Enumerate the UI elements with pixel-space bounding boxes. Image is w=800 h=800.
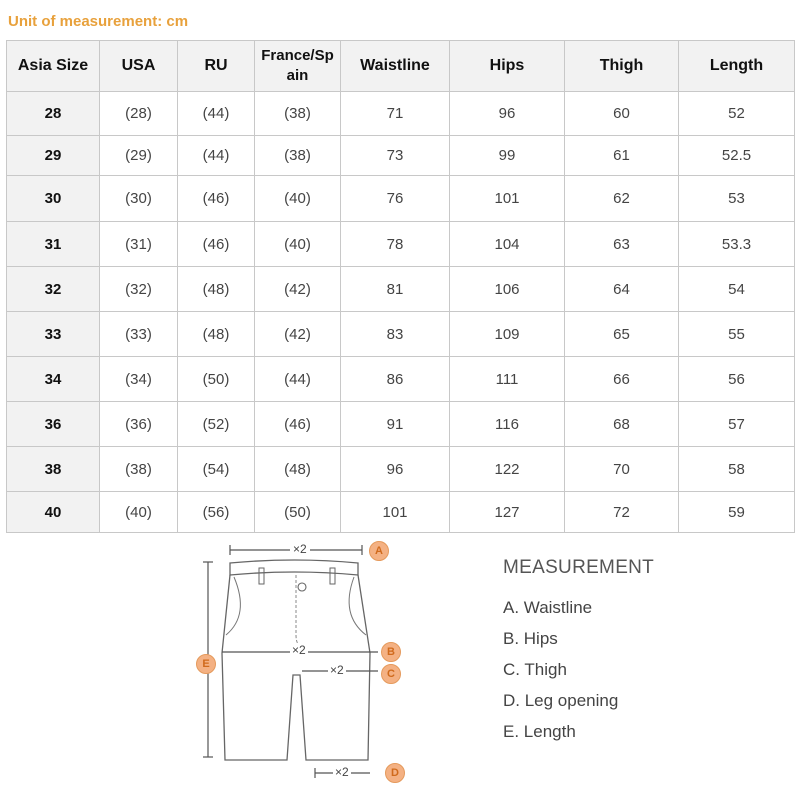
table-cell: 53.3	[679, 222, 795, 267]
asia-size-cell: 33	[7, 312, 100, 357]
table-row	[7, 136, 795, 176]
table-cell: (44)	[178, 92, 255, 136]
table-row	[7, 222, 795, 267]
table-cell: (46)	[178, 222, 255, 267]
table-cell: (50)	[178, 357, 255, 402]
table-row	[7, 447, 795, 492]
asia-size-cell: 40	[7, 492, 100, 533]
hips-multiplier-label: ×2	[292, 643, 306, 657]
asia-size-cell: 29	[7, 136, 100, 176]
table-cell: 58	[679, 447, 795, 492]
table-cell: 54	[679, 267, 795, 312]
header-waistline: Waistline	[341, 41, 450, 92]
measurement-item-waistline: A. Waistline	[503, 598, 593, 617]
table-cell: 72	[565, 492, 679, 533]
badge-d: D	[385, 763, 405, 783]
header-france-spain: France/Sp ain	[255, 41, 341, 92]
table-cell: (32)	[100, 267, 178, 312]
table-row	[7, 357, 795, 402]
table-cell: 86	[341, 357, 450, 402]
header-length: Length	[679, 41, 795, 92]
table-header-row	[7, 41, 795, 92]
table-cell: (54)	[178, 447, 255, 492]
table-cell: 59	[679, 492, 795, 533]
table-cell: (38)	[100, 447, 178, 492]
table-cell: 104	[450, 222, 565, 267]
table-cell: 71	[341, 92, 450, 136]
table-cell: (46)	[255, 402, 341, 447]
table-cell: (42)	[255, 312, 341, 357]
table-row	[7, 267, 795, 312]
table-cell: (28)	[100, 92, 178, 136]
table-cell: 96	[341, 447, 450, 492]
table-cell: (42)	[255, 267, 341, 312]
table-cell: (50)	[255, 492, 341, 533]
asia-size-cell: 30	[7, 176, 100, 222]
table-cell: 52	[679, 92, 795, 136]
table-cell: (36)	[100, 402, 178, 447]
header-hips: Hips	[450, 41, 565, 92]
table-cell: (31)	[100, 222, 178, 267]
asia-size-cell: 28	[7, 92, 100, 136]
table-cell: 52.5	[679, 136, 795, 176]
table-cell: (48)	[178, 312, 255, 357]
table-cell: 70	[565, 447, 679, 492]
table-cell: 73	[341, 136, 450, 176]
table-cell: (38)	[255, 136, 341, 176]
header-thigh: Thigh	[565, 41, 679, 92]
table-cell: 76	[341, 176, 450, 222]
header-ru: RU	[178, 41, 255, 92]
table-cell: (34)	[100, 357, 178, 402]
table-cell: (40)	[255, 222, 341, 267]
table-cell: (33)	[100, 312, 178, 357]
table-row	[7, 492, 795, 533]
table-cell: 53	[679, 176, 795, 222]
table-cell: 66	[565, 357, 679, 402]
badge-b: B	[381, 642, 401, 662]
asia-size-cell: 34	[7, 357, 100, 402]
badge-c: C	[381, 664, 401, 684]
table-cell: (46)	[178, 176, 255, 222]
table-cell: 61	[565, 136, 679, 176]
table-cell: (44)	[255, 357, 341, 402]
table-cell: 78	[341, 222, 450, 267]
table-row	[7, 92, 795, 136]
table-row	[7, 176, 795, 222]
table-cell: (40)	[100, 492, 178, 533]
table-cell: (48)	[255, 447, 341, 492]
table-cell: 101	[341, 492, 450, 533]
table-cell: 116	[450, 402, 565, 447]
table-cell: 111	[450, 357, 565, 402]
measurement-item-thigh: C. Thigh	[503, 660, 567, 679]
unit-title: Unit of measurement: cm	[8, 13, 189, 30]
table-cell: (29)	[100, 136, 178, 176]
table-cell: 62	[565, 176, 679, 222]
asia-size-cell: 31	[7, 222, 100, 267]
thigh-multiplier-label: ×2	[330, 663, 344, 677]
measurement-list	[503, 597, 618, 752]
table-cell: 83	[341, 312, 450, 357]
table-cell: 122	[450, 447, 565, 492]
table-cell: 99	[450, 136, 565, 176]
table-cell: 64	[565, 267, 679, 312]
table-cell: (48)	[178, 267, 255, 312]
table-cell: 55	[679, 312, 795, 357]
measurement-item-leg-opening: D. Leg opening	[503, 691, 619, 710]
table-row	[7, 402, 795, 447]
header-usa: USA	[100, 41, 178, 92]
measurement-item-hips: B. Hips	[503, 629, 558, 648]
table-cell: 91	[341, 402, 450, 447]
table-cell: 109	[450, 312, 565, 357]
measurement-title: MEASUREMENT	[503, 557, 655, 578]
header-asia-size: Asia Size	[7, 41, 100, 92]
table-cell: (44)	[178, 136, 255, 176]
table-cell: 57	[679, 402, 795, 447]
table-cell: 106	[450, 267, 565, 312]
table-cell: (52)	[178, 402, 255, 447]
asia-size-cell: 38	[7, 447, 100, 492]
table-row	[7, 312, 795, 357]
leg-opening-multiplier-label: ×2	[335, 765, 349, 779]
asia-size-cell: 32	[7, 267, 100, 312]
table-cell: (40)	[255, 176, 341, 222]
table-cell: (30)	[100, 176, 178, 222]
table-cell: 81	[341, 267, 450, 312]
size-chart-table	[6, 40, 795, 533]
badge-a: A	[369, 541, 389, 561]
table-cell: 60	[565, 92, 679, 136]
table-cell: 96	[450, 92, 565, 136]
table-cell: 101	[450, 176, 565, 222]
table-cell: 63	[565, 222, 679, 267]
measurement-item-length: E. Length	[503, 722, 576, 741]
badge-e: E	[196, 654, 216, 674]
table-cell: 56	[679, 357, 795, 402]
table-cell: (38)	[255, 92, 341, 136]
waist-multiplier-label: ×2	[290, 542, 310, 556]
table-cell: 68	[565, 402, 679, 447]
asia-size-cell: 36	[7, 402, 100, 447]
table-cell: (56)	[178, 492, 255, 533]
table-cell: 127	[450, 492, 565, 533]
table-cell: 65	[565, 312, 679, 357]
shorts-diagram	[190, 535, 420, 795]
